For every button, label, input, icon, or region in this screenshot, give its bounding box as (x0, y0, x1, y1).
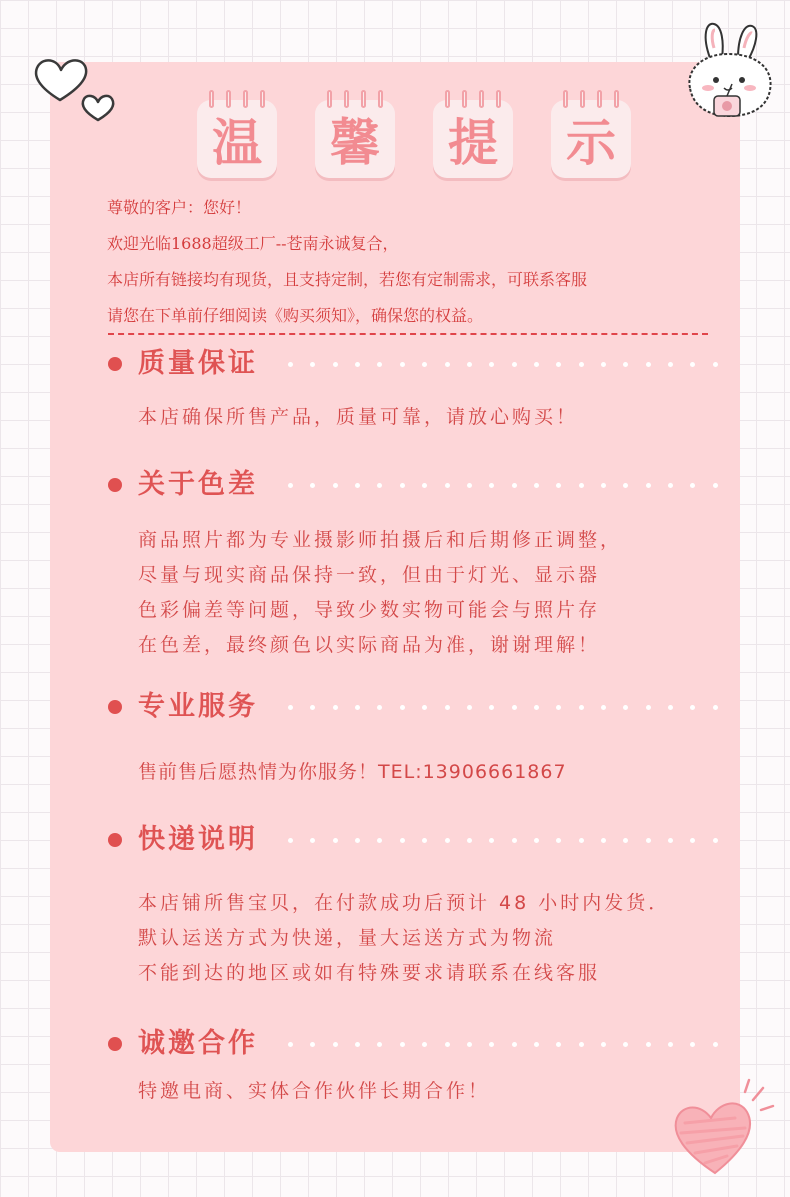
intro-greeting: 尊敬的客户：您好！ (107, 198, 252, 217)
section-title: 质量保证 (138, 348, 258, 379)
section-title: 专业服务 (138, 691, 258, 722)
section-line: 本店铺所售宝贝，在付款成功后预计 48 小时内发货． (138, 892, 671, 914)
scribble-heart-icon (665, 1078, 775, 1188)
bullet-icon (108, 1037, 122, 1051)
section-title: 快递说明 (138, 824, 258, 855)
section-line: 售前售后愿热情为你服务！TEL:13906661867 (138, 761, 567, 783)
title-tile (197, 100, 277, 178)
dot-leader (288, 1042, 718, 1048)
bullet-icon (108, 357, 122, 371)
section-title: 关于色差 (138, 469, 258, 500)
title-char: 温 (212, 114, 262, 172)
dot-leader (288, 838, 718, 844)
intro-read-note: 请您在下单前仔细阅读《购买须知》，确保您的权益。 (107, 306, 484, 325)
section-line: 特邀电商、实体合作伙伴长期合作！ (138, 1080, 491, 1102)
section-title: 诚邀合作 (138, 1028, 258, 1059)
title-char: 馨 (330, 114, 380, 172)
intro-stock-note: 本店所有链接均有现货，且支持定制，若您有定制需求，可联系客服 (107, 270, 588, 289)
dot-leader (288, 362, 718, 368)
dot-leader (288, 483, 718, 489)
section-line: 色彩偏差等问题，导致少数实物可能会与照片存 (138, 599, 601, 621)
section-line: 默认运送方式为快递，量大运送方式为物流 (138, 927, 557, 949)
bullet-icon (108, 478, 122, 492)
section-line: 在色差，最终颜色以实际商品为准，谢谢理解！ (138, 634, 601, 656)
section-line: 不能到达的地区或如有特殊要求请联系在线客服 (138, 962, 601, 984)
dashed-divider (108, 333, 708, 335)
title-tile (433, 100, 513, 178)
title-char: 示 (566, 114, 616, 172)
section-line: 尽量与现实商品保持一致，但由于灯光、显示器 (138, 564, 601, 586)
dot-leader (288, 705, 718, 711)
title-banner (0, 90, 790, 185)
intro-welcome: 欢迎光临1688超级工厂--苍南永诚复合， (107, 234, 399, 253)
section-line: 本店确保所售产品，质量可靠，请放心购买！ (138, 406, 579, 428)
title-char: 提 (448, 114, 498, 172)
section-line: 商品照片都为专业摄影师拍摄后和后期修正调整， (138, 529, 623, 551)
bullet-icon (108, 833, 122, 847)
bullet-icon (108, 700, 122, 714)
title-tile (551, 100, 631, 178)
intro-text (107, 190, 727, 334)
title-tile (315, 100, 395, 178)
